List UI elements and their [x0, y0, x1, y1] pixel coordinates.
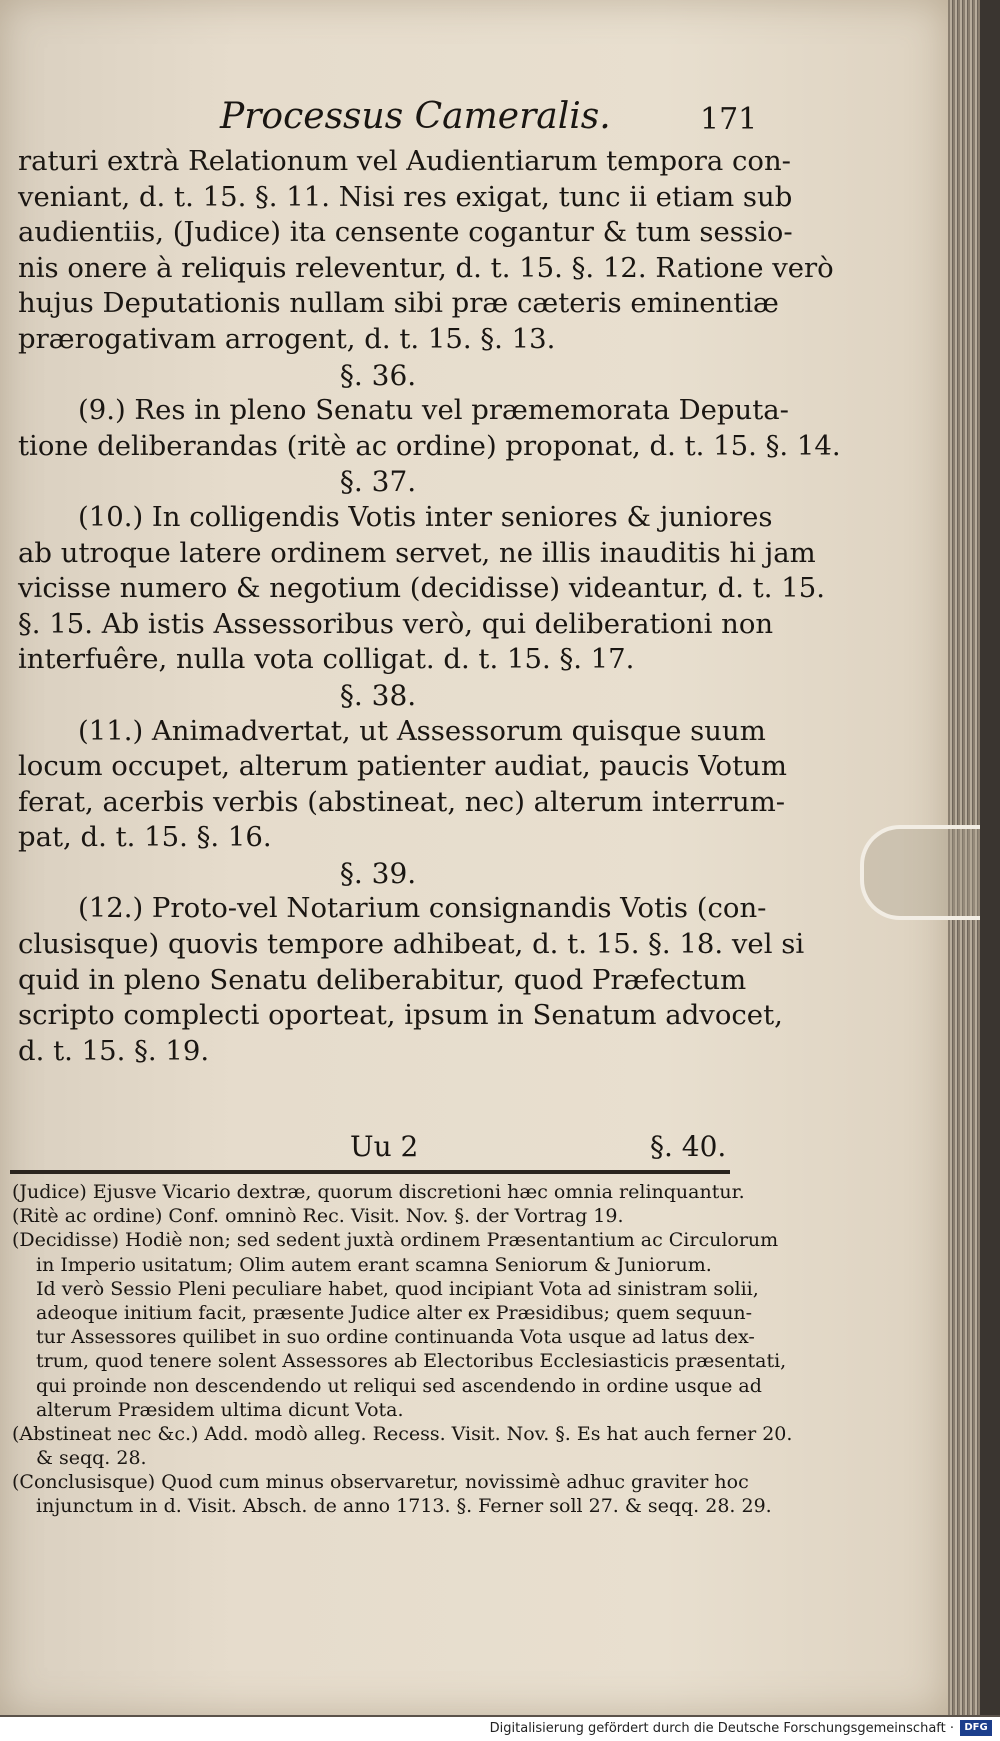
digitization-footer: [0, 1717, 1000, 1741]
page-number: 171: [700, 102, 758, 137]
text-line: pat, d. t. 15. §. 16.: [18, 821, 272, 854]
text-line: ab utroque latere ordinem servet, ne illis inauditis hi jam: [18, 536, 816, 569]
text-line: locum occupet, alterum patienter audiat, paucis Votum: [18, 750, 787, 783]
footnote-line: & seqq. 28.: [36, 1447, 147, 1470]
text-line: ferat, acerbis verbis (abstineat, nec) alterum interrum-: [18, 785, 786, 818]
section-heading: §. 38.: [339, 678, 417, 712]
signature-row: [10, 1130, 730, 1170]
text-line: (9.) Res in pleno Senatu vel præmemorata Deputa-: [78, 394, 789, 427]
text-line: §. 15. Ab istis Assessoribus verò, qui deliberationi non: [18, 607, 774, 640]
running-title: Processus Cameralis.: [220, 96, 611, 137]
footnote-line: (Ritè ac ordine) Conf. omninò Rec. Visit. Nov. §. der Vortrag 19.: [12, 1205, 624, 1228]
text-line: hujus Deputationis nullam sibi præ cæteris eminentiæ: [18, 287, 779, 320]
footnote-line: (Decidisse) Hodiè non; sed sedent juxtà ordinem Præsentantium ac Circulorum: [12, 1229, 779, 1252]
footnote-line: adeoque initium facit, præsente Judice alter ex Præsidibus; quem sequun-: [36, 1301, 753, 1324]
section-heading: §. 37.: [339, 465, 417, 499]
text-line: (11.) Animadvertat, ut Assessorum quisque suum: [78, 714, 766, 747]
footnotes: [12, 1180, 793, 1519]
footnote-line: trum, quod tenere solent Assessores ab Electoribus Ecclesiasticis præsentati,: [36, 1350, 787, 1373]
footnote-line: (Conclusisque) Quod cum minus observaretur, novissimè adhuc graviter hoc: [12, 1471, 749, 1494]
text-line: clusisque) quovis tempore adhibeat, d. t. 15. §. 18. vel si: [18, 928, 805, 961]
text-line: (10.) In colligendis Votis inter seniores & juniores: [78, 500, 773, 533]
footnote-line: (Abstineat nec &c.) Add. modò alleg. Recess. Visit. Nov. §. Es hat auch ferner 20.: [12, 1422, 793, 1445]
footnote-line: (Judice) Ejusve Vicario dextræ, quorum discretioni hæc omnia relinquantur.: [12, 1181, 745, 1203]
text-line: vicisse numero & negotium (decidisse) videantur, d. t. 15.: [18, 572, 825, 605]
text-line: audientiis, (Judice) ita censente cogantur & tum sessio-: [18, 216, 793, 249]
footnote-line: qui proinde non descendendo ut reliqui sed ascendendo in ordine usque ad: [36, 1374, 762, 1397]
footnote-line: in Imperio usitatum; Olim autem erant scamna Seniorum & Juniorum.: [36, 1253, 712, 1276]
section-heading: §. 36.: [339, 358, 417, 392]
footnote-line: Id verò Sessio Pleni peculiare habet, quod incipiant Vota ad sinistram solii,: [36, 1277, 759, 1300]
text-line: prærogativam arrogent, d. t. 15. §. 13.: [18, 322, 556, 355]
text-line: tione deliberandas (ritè ac ordine) proponat, d. t. 15. §. 14.: [18, 429, 841, 462]
text-line: interfuêre, nulla vota colligat. d. t. 15. §. 17.: [18, 643, 635, 676]
footer-credit: Digitalisierung gefördert durch die Deutsche Forschungsgemeinschaft ·: [489, 1721, 954, 1736]
main-text: [18, 144, 841, 1069]
text-line: (12.) Proto-vel Notarium consignandis Votis (con-: [78, 892, 767, 925]
text-line: raturi extrà Relationum vel Audientiarum tempora con-: [18, 145, 791, 177]
footnote-line: injunctum in d. Visit. Absch. de anno 1713. §. Ferner soll 27. & seqq. 28. 29.: [36, 1495, 772, 1518]
signature-mark: Uu 2: [350, 1130, 419, 1163]
text-line: d. t. 15. §. 19.: [18, 1034, 210, 1067]
bookmark-tab: [860, 825, 980, 920]
text-line: nis onere à reliquis releventur, d. t. 15. §. 12. Ratione verò: [18, 251, 834, 284]
text-line: quid in pleno Senatu deliberabitur, quod Præfectum: [18, 963, 747, 996]
dfg-logo-icon: DFG: [960, 1720, 992, 1736]
text-line: veniant, d. t. 15. §. 11. Nisi res exigat, tunc ii etiam sub: [18, 180, 793, 213]
text-line: scripto complecti oporteat, ipsum in Senatum advocet,: [18, 999, 783, 1032]
book-binding-shadow: [980, 0, 1000, 1715]
footnote-line: tur Assessores quilibet in suo ordine continuanda Vota usque ad latus dex-: [36, 1326, 755, 1349]
footnote-divider: [10, 1170, 730, 1174]
footnote-line: alterum Præsidem ultima dicunt Vota.: [36, 1398, 404, 1421]
section-heading: §. 39.: [339, 856, 417, 890]
catchword: §. 40.: [650, 1130, 727, 1163]
